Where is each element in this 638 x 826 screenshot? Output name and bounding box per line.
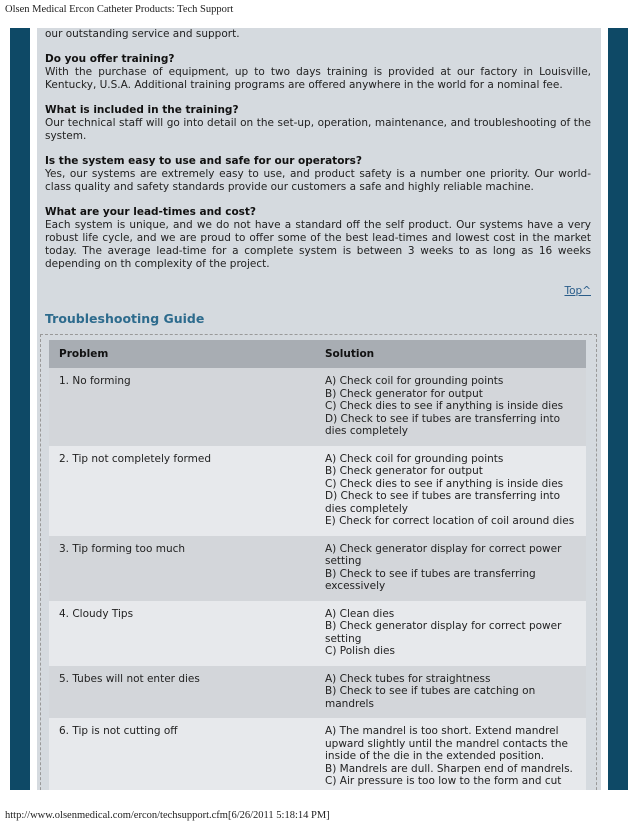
solution-cell (315, 446, 586, 536)
solution-line: B) Check generator display for correct power setting (325, 620, 562, 645)
faq-answer: Our technical staff will go into detail on the set-up, operation, maintenance, and troubleshooting of the system. (45, 117, 591, 142)
intro-fragment: our outstanding service and support. (45, 28, 240, 40)
solution-line: A) Check coil for grounding points (325, 452, 504, 465)
faq-answer: Each system is unique, and we do not have a standard off the self product. Our systems have a very robust life cycle, and we are proud to offer some of the best lead-times and lowest cost in the market today. The average lead-time for a complete system is between 3 weeks to as long as 16 weeks depending on th complexity of the project. (45, 219, 591, 270)
top-link[interactable]: Top^ (564, 285, 591, 297)
section-title: Troubleshooting Guide (45, 311, 205, 326)
faq-answer: Yes, our systems are extremely easy to use, and product safety is a number one priority. Our world-class quality and safety standards provide our customers a safe and highly reliable machine. (45, 168, 591, 193)
solution-cell (315, 536, 586, 601)
faq-question: What is included in the training? (45, 104, 239, 116)
faq-item (45, 206, 591, 271)
troubleshooting-table (49, 340, 586, 790)
solution-line: C) Check dies to see if anything is inside dies (325, 400, 564, 412)
problem-cell: 5. Tubes will not enter dies (49, 666, 315, 719)
faq-question: What are your lead-times and cost? (45, 206, 257, 218)
problem-cell: 2. Tip not completely formed (49, 446, 315, 536)
problem-cell: 3. Tip forming too much (49, 536, 315, 601)
solution-line: A) Clean dies (325, 607, 395, 620)
table-row (49, 536, 586, 601)
table-row (49, 718, 586, 790)
solution-line: A) The mandrel is too short. Extend mandrel upward slightly until the mandrel contacts the inside of the die in the extended position. (325, 725, 568, 762)
solution-line: B) Mandrels are dull. Sharpen end of mandrels. (325, 762, 573, 775)
right-sidebar-bar (608, 28, 628, 790)
table-row (49, 446, 586, 536)
table-row (49, 368, 586, 446)
faq-question: Do you offer training? (45, 53, 175, 65)
header-solution: Solution (315, 340, 586, 368)
solution-line: C) Check dies to see if anything is inside dies (325, 477, 564, 490)
solution-line: A) Check coil for grounding points (325, 375, 504, 387)
solution-line: B) Check generator for output (325, 465, 483, 477)
solution-cell (315, 601, 586, 666)
main-content (37, 28, 601, 790)
solution-line: B) Check generator for output (325, 387, 483, 400)
content-inner (45, 28, 591, 787)
solution-line: D) Check to see if tubes are transferring into dies completely (325, 490, 561, 515)
print-footer: http://www.olsenmedical.com/ercon/techsupport.cfm[6/26/2011 5:18:14 PM] (5, 810, 330, 821)
problem-cell: 4. Cloudy Tips (49, 601, 315, 666)
faq-answer: With the purchase of equipment, up to two days training is provided at our factory in Louisville, Kentucky, U.S.A. Additional training programs are offered anywhere in the world for a nominal fee. (45, 66, 591, 91)
faq-item (45, 104, 591, 143)
solution-line: B) Check to see if tubes are catching on mandrels (325, 685, 536, 710)
solution-cell (315, 718, 586, 790)
faq-item (45, 53, 591, 92)
problem-cell: 6. Tip is not cutting off (49, 718, 315, 790)
table-row (49, 666, 586, 719)
solution-line: A) Check generator display for correct power setting (325, 542, 562, 567)
solution-line: B) Check to see if tubes are transferring excessively (325, 567, 536, 592)
solution-cell (315, 666, 586, 719)
faq-item (45, 155, 591, 194)
header-problem: Problem (49, 340, 315, 368)
solution-line: A) Check tubes for straightness (325, 672, 491, 685)
problem-cell: 1. No forming (49, 368, 315, 446)
troubleshooting-table-frame (40, 334, 597, 790)
left-sidebar-bar (10, 28, 30, 790)
faq-question: Is the system easy to use and safe for our operators? (45, 155, 362, 167)
solution-line: C) Air pressure is too low to the form and cut (325, 775, 562, 787)
print-header: Olsen Medical Ercon Catheter Products: Tech Support (5, 4, 234, 15)
solution-line: C) Polish dies (325, 645, 395, 657)
solution-line: E) Check for correct location of coil around dies (325, 515, 575, 527)
solution-cell (315, 368, 586, 446)
solution-line: D) Check to see if tubes are transferring into dies completely (325, 412, 561, 437)
table-row (49, 601, 586, 666)
